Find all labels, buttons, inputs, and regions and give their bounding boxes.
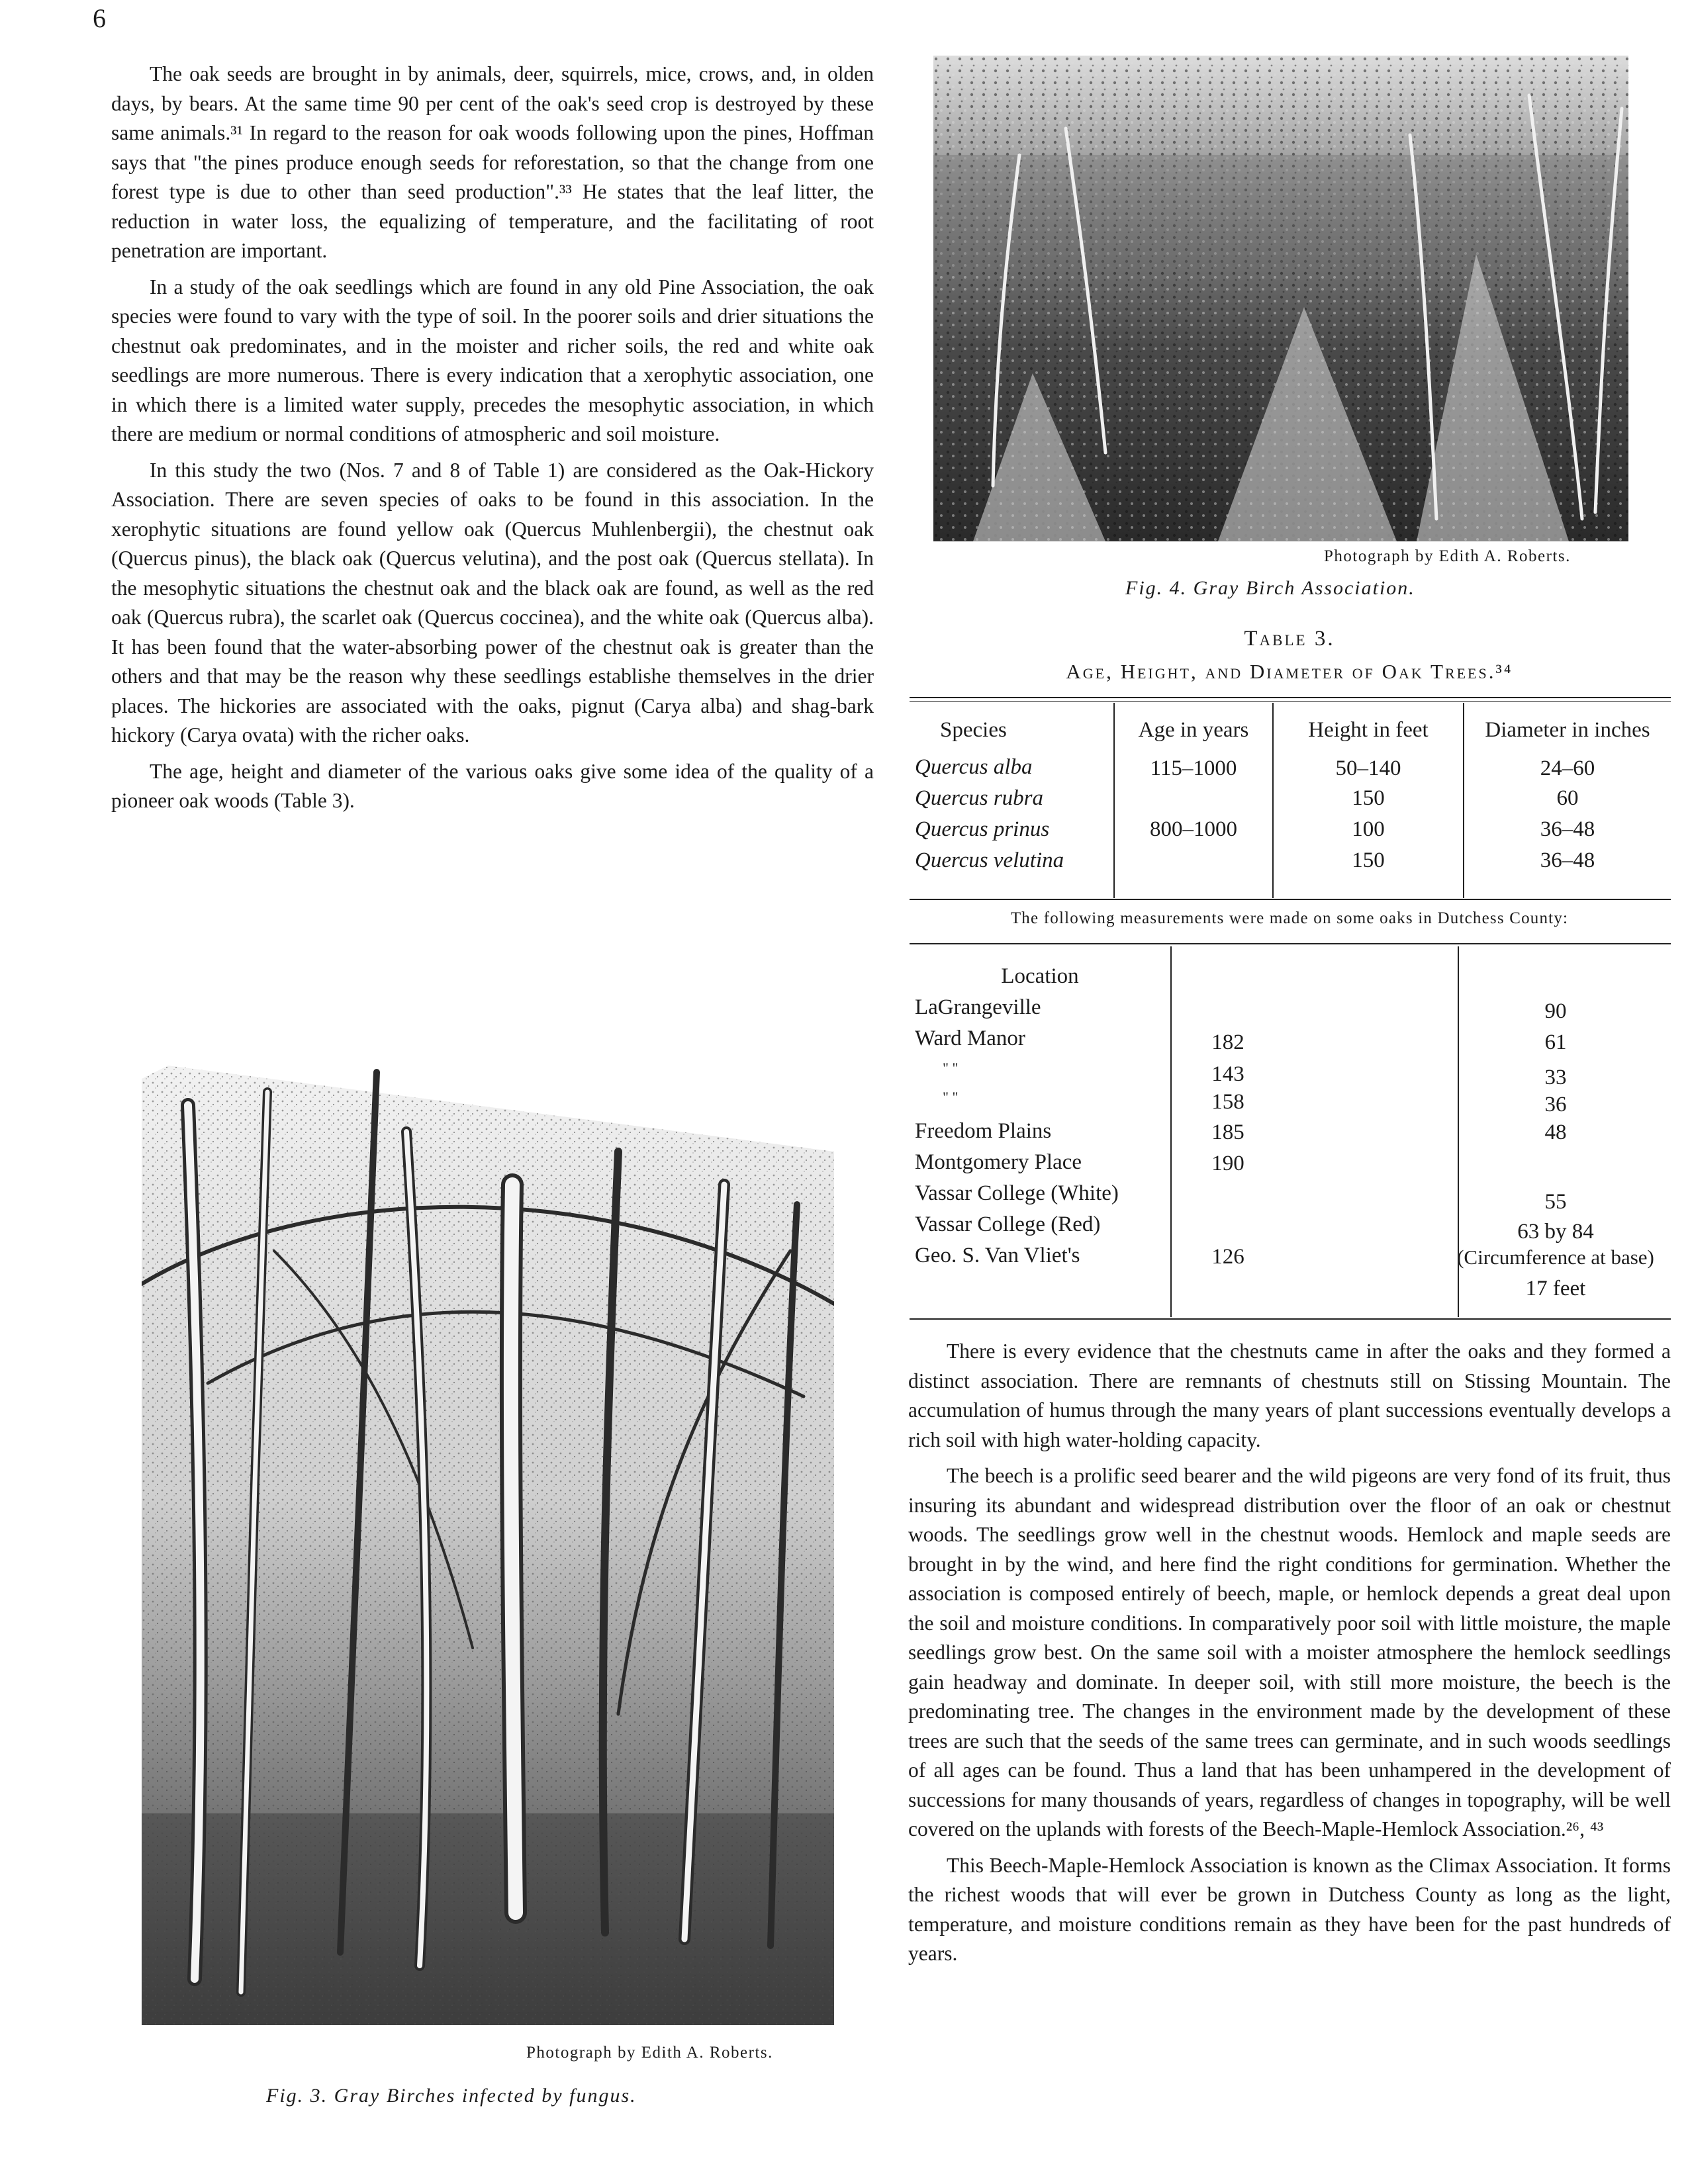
right-column-text [908, 1337, 1671, 1976]
location-age: 185 [1211, 1120, 1244, 1144]
location-diameter: 63 by 84 [1517, 1220, 1594, 1244]
table-header: Species [940, 718, 1007, 742]
table-mid-rule [910, 899, 1671, 900]
table-row-age: 115–1000 [1150, 756, 1237, 780]
location-name: Montgomery Place [915, 1150, 1082, 1174]
location-age: 182 [1211, 1030, 1244, 1054]
location-name: " " [943, 1089, 959, 1105]
table-3-title: Age, Height, and Diameter of Oak Trees.³⁴ [1066, 660, 1513, 683]
table-header: Diameter in inches [1485, 718, 1650, 742]
figure-3-credit: Photograph by Edith A. Roberts. [526, 2044, 773, 2062]
table-row-diameter: 36–48 [1540, 817, 1595, 841]
location-name: Freedom Plains [915, 1119, 1052, 1143]
figure-3-photo [142, 1052, 834, 2025]
location-diameter: 48 [1544, 1120, 1567, 1144]
paragraph: There is every evidence that the chestnuts came in after the oaks and they formed a distinct association. There are remnants of chestnuts still on Stissing Mountain. The accumulation of humus through the many years of plant successions eventually develops a rich soil with high water-holding capacity. [908, 1340, 1671, 1451]
birch-trees-photo-image [142, 1052, 834, 2025]
table-header: Age in years [1138, 718, 1249, 742]
page-number: 6 [93, 3, 106, 33]
location-diameter: 90 [1544, 999, 1567, 1023]
table-header: Height in feet [1308, 718, 1429, 742]
gray-birch-association-photo-image [933, 56, 1628, 541]
paragraph: In a study of the oak seedlings which are found in any old Pine Association, the oak species were found to vary with the type of soil. In the poorer soils and drier situations the chestnut oak predominates, and in the moister and richer soils, the red and white oak seedlings are more numerous. There is every indication that a xerophytic association, one in which there is a limited water supply, precedes the mesophytic association, in which there are medium or normal conditions of atmospheric and soil moisture. [111, 275, 874, 445]
table-note-rule [910, 943, 1671, 944]
location-diameter: (Circumference at base) [1457, 1246, 1654, 1269]
location-name: Vassar College (Red) [915, 1212, 1101, 1236]
table-row-diameter: 36–48 [1540, 848, 1595, 872]
location-diameter: 33 [1544, 1066, 1567, 1089]
figure-4-credit: Photograph by Edith A. Roberts. [1324, 547, 1571, 565]
table-note: The following measurements were made on some oaks in Dutchess County: [1010, 909, 1569, 927]
table-row-age: 800–1000 [1150, 817, 1237, 841]
location-age: 126 [1211, 1245, 1244, 1269]
location-name: Vassar College (White) [915, 1181, 1119, 1205]
table-row-diameter: 24–60 [1540, 756, 1595, 780]
location-header: Location [1001, 964, 1079, 988]
location-name: Geo. S. Van Vliet's [915, 1244, 1080, 1267]
paragraph: The oak seeds are brought in by animals, deer, squirrels, mice, crows, and, in olden days, by bears. At the same time 90 per cent of the oak's seed crop is destroyed by these same animals.³¹ In regard to the reason for oak woods following upon the pines, Hoffman says that "the pines produce enough seeds for reforestation, so that the change from one forest type is due to other than seed production".³³ He states that the leaf litter, the reduction in water loss, the equalizing of temperature, and the facilitating of root penetration are important. [111, 62, 874, 262]
table-top-rule-2 [910, 701, 1671, 702]
table-bottom-rule [910, 1318, 1671, 1320]
paragraph: In this study the two (Nos. 7 and 8 of Table 1) are considered as the Oak-Hickory Association. There are seven species of oaks to be found in this association. In the xerophytic situations are found yellow oak (Quercus Muhlenbergii), the chestnut oak (Quercus pinus), the black oak (Quercus velutina), and the post oak (Quercus stellata). In the mesophytic situations the chestnut oak and the black oak are found, as well as the red oak (Quercus rubra), the scarlet oak (Quercus coccinea), and the white oak (Quercus alba). It has been found that the water-absorbing power of the chestnut oak is greater than the others and that may be the reason why these seedlings establishe themselves in the drier places. The hickories are associated with the oaks, pignut (Carya alba) and shag-bark hickory (Carya ovata) with the richer oaks. [111, 458, 874, 747]
location-diameter: 61 [1544, 1030, 1567, 1054]
location-age: 143 [1211, 1062, 1244, 1086]
table-row-species: Quercus prinus [915, 817, 1050, 841]
table-3-label: Table 3. [1244, 627, 1335, 651]
location-diameter: 17 feet [1525, 1277, 1586, 1300]
figure-4-photo [933, 56, 1628, 541]
table-row-height: 100 [1352, 817, 1385, 841]
location-age: 190 [1211, 1152, 1244, 1175]
location-diameter: 55 [1544, 1190, 1567, 1214]
location-name: LaGrangeville [915, 995, 1041, 1019]
location-name: " " [943, 1060, 959, 1076]
table-top-rule [910, 697, 1671, 698]
paragraph: This Beech-Maple-Hemlock Association is known as the Climax Association. It forms the richest woods that will ever be grown in Dutchess County as long as the light, temperature, and moisture conditions remain as they have been for the past hundreds of years. [908, 1853, 1671, 1965]
left-column-text [111, 60, 874, 823]
paragraph: The beech is a prolific seed bearer and the wild pigeons are very fond of its fruit, thus insuring its abundant and widespread distribution over the floor of an oak or chestnut woods. The seedlings grow well in the chestnut woods. Hemlock and maple seeds are brought in by the wind, and here find the right conditions for germination. Whether the association is composed entirely of beech, maple, or hemlock depends a great deal upon the soil and moisture conditions. In comparatively poor soil with little moisture, the maple seedlings grow best. On the same soil with a moister atmosphere the hemlock seedlings gain headway and dominate. In deeper soil, with still more moisture, the beech is the predominating tree. The changes in the environment made by the development of these trees are such that the seeds of the same trees can germinate, and in such woods seedlings of all ages can be found. Thus a land that has been unhampered in the development of successions for many thousands of years, regardless of changes in topography, will be well covered on the uplands with forests of the Beech-Maple-Hemlock Association.²⁶, ⁴³ [908, 1464, 1671, 1841]
figure-4-caption: Fig. 4. Gray Birch Association. [1125, 577, 1415, 599]
table-row-height: 150 [1352, 848, 1385, 872]
table-row-species: Quercus rubra [915, 786, 1044, 810]
location-age: 158 [1211, 1090, 1244, 1114]
table-row-height: 50–140 [1335, 756, 1401, 780]
table-row-species: Quercus velutina [915, 848, 1064, 872]
paragraph: The age, height and diameter of the various oaks give some idea of the quality of a pioneer oak woods (Table 3). [111, 759, 874, 812]
table-row-species: Quercus alba [915, 755, 1033, 779]
location-diameter: 36 [1544, 1093, 1567, 1116]
figure-3-caption: Fig. 3. Gray Birches infected by fungus. [266, 2085, 637, 2107]
location-name: Ward Manor [915, 1026, 1025, 1050]
table-row-diameter: 60 [1556, 786, 1579, 810]
table-row-height: 150 [1352, 786, 1385, 810]
